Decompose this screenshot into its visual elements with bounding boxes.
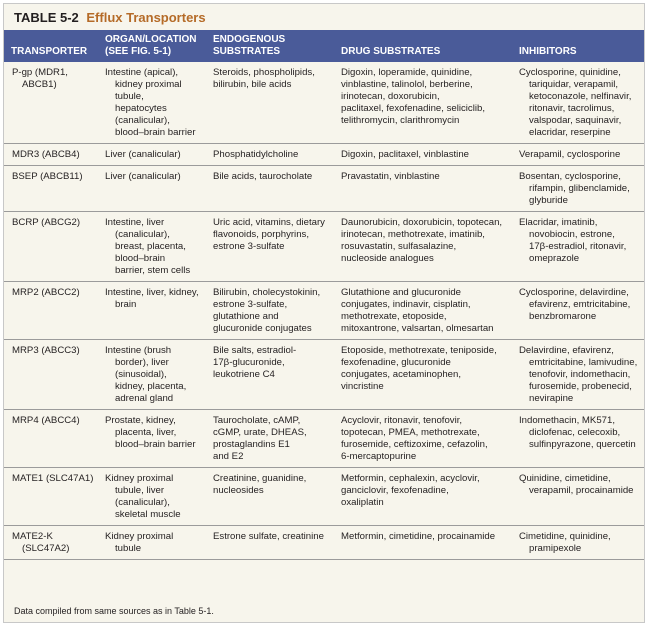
cell-line: Cyclosporine, delavirdine,: [519, 287, 629, 298]
drug-substrates-cell: [334, 166, 512, 212]
cell-line: diclofenac, celecoxib,: [529, 427, 621, 438]
cell-line: glyburide: [529, 195, 568, 206]
cell-line: Quinidine, cimetidine,: [519, 473, 611, 484]
cell-line: Indomethacin, MK571,: [519, 415, 615, 426]
cell-line: BCRP (ABCG2): [12, 217, 81, 228]
inhibitors-cell: [512, 526, 644, 560]
cell-line: Etoposide, methotrexate, teniposide,: [341, 345, 497, 356]
header-line: ENDOGENOUS: [213, 34, 286, 45]
organ-location-cell: [98, 526, 206, 560]
cell-line: kidney, placenta,: [115, 381, 187, 392]
inhibitors-header: [512, 30, 644, 62]
cell-line: and E2: [213, 451, 244, 462]
table-row: [4, 282, 644, 340]
cell-line: irinotecan, methotrexate, imatinib,: [341, 229, 485, 240]
header-line: DRUG SUBSTRATES: [341, 46, 441, 57]
cell-line: MATE2-K: [12, 531, 53, 542]
cell-line: tenofovir, indomethacin,: [529, 369, 631, 380]
header-row: [4, 30, 644, 62]
cell-line: Metformin, cephalexin, acyclovir,: [341, 473, 480, 484]
cell-line: irinotecan, doxorubicin,: [341, 91, 440, 102]
header-line: TRANSPORTER: [11, 46, 88, 57]
cell-line: Kidney proximal: [105, 473, 174, 484]
cell-line: (canalicular),: [115, 115, 170, 126]
drug-substrates-cell: [334, 340, 512, 410]
transporter-cell: [4, 166, 98, 212]
endogenous-substrates-cell: [206, 468, 334, 526]
endogenous-substrates-cell: [206, 282, 334, 340]
cell-line: Bile salts, estradiol-: [213, 345, 297, 356]
cell-line: MATE1 (SLC47A1): [12, 473, 94, 484]
endogenous-substrates-header: [206, 30, 334, 62]
cell-line: glutathione and: [213, 311, 279, 322]
cell-line: Bosentan, cyclosporine,: [519, 171, 621, 182]
drug-substrates-cell: [334, 62, 512, 144]
header-line: ORGAN/LOCATION: [105, 34, 197, 45]
cell-line: verapamil, procainamide: [529, 485, 634, 496]
cell-line: blood–brain: [115, 253, 166, 264]
cell-line: (SLC47A2): [22, 543, 70, 554]
cell-line: ritonavir, tacrolimus,: [529, 103, 615, 114]
transporter-cell: [4, 526, 98, 560]
cell-line: Intestine (brush: [105, 345, 172, 356]
cell-line: Cimetidine, quinidine,: [519, 531, 611, 542]
cell-line: glucuronide conjugates: [213, 323, 312, 334]
cell-line: estrone 3-sulfate,: [213, 299, 288, 310]
drug-substrates-cell: [334, 410, 512, 468]
cell-line: (sinusoidal),: [115, 369, 167, 380]
table-caption: Efflux Transporters: [86, 10, 206, 25]
cell-line: bilirubin, bile acids: [213, 79, 292, 90]
cell-line: MRP3 (ABCC3): [12, 345, 80, 356]
cell-line: rosuvastatin, sulfasalazine,: [341, 241, 457, 252]
cell-line: estrone 3-sulfate: [213, 241, 285, 252]
cell-line: benzbromarone: [529, 311, 597, 322]
cell-line: vinblastine, talinolol, berberine,: [341, 79, 473, 90]
table-row: [4, 212, 644, 282]
cell-line: prostaglandins E1: [213, 439, 290, 450]
cell-line: 17β-glucuronide,: [213, 357, 285, 368]
cell-line: tubule: [115, 543, 142, 554]
cell-line: barrier, stem cells: [115, 265, 191, 276]
header-line: (SEE FIG. 5-1): [105, 46, 172, 57]
cell-line: leukotriene C4: [213, 369, 275, 380]
cell-line: Intestine, liver, kidney,: [105, 287, 199, 298]
cell-line: Bile acids, taurocholate: [213, 171, 313, 182]
cell-line: conjugates, acetaminophen,: [341, 369, 462, 380]
endogenous-substrates-cell: [206, 166, 334, 212]
cell-line: P-gp (MDR1,: [12, 67, 68, 78]
table-body: [4, 62, 644, 560]
transporter-cell: [4, 340, 98, 410]
cell-line: Metformin, cimetidine, procainamide: [341, 531, 496, 542]
cell-line: hepatocytes: [115, 103, 167, 114]
cell-line: BSEP (ABCB11): [12, 171, 83, 182]
table-row: [4, 410, 644, 468]
table-row: [4, 340, 644, 410]
table-number: TABLE 5-2: [14, 10, 79, 25]
cell-line: (canalicular),: [115, 497, 170, 508]
endogenous-substrates-cell: [206, 62, 334, 144]
table-row: [4, 526, 644, 560]
endogenous-substrates-cell: [206, 340, 334, 410]
endogenous-substrates-cell: [206, 212, 334, 282]
cell-line: Uric acid, vitamins, dietary: [213, 217, 325, 228]
inhibitors-cell: [512, 468, 644, 526]
efflux-transporters-table: [4, 30, 644, 560]
endogenous-substrates-cell: [206, 526, 334, 560]
table-row: [4, 62, 644, 144]
cell-line: adrenal gland: [115, 393, 174, 404]
cell-line: Steroids, phospholipids,: [213, 67, 315, 78]
cell-line: paclitaxel, fexofenadine, seliciclib,: [341, 103, 485, 114]
cell-line: elacridar, reserpine: [529, 127, 611, 138]
cell-line: Digoxin, loperamide, quinidine,: [341, 67, 473, 78]
inhibitors-cell: [512, 410, 644, 468]
header-line: INHIBITORS: [519, 46, 577, 57]
table-header: [4, 30, 644, 62]
cell-line: tubule, liver: [115, 485, 165, 496]
cell-line: valspodar, saquinavir,: [529, 115, 622, 126]
cell-line: kidney proximal: [115, 79, 182, 90]
cell-line: rifampin, glibenclamide,: [529, 183, 630, 194]
cell-line: cGMP, urate, DHEAS,: [213, 427, 307, 438]
cell-line: Prostate, kidney,: [105, 415, 176, 426]
transporter-cell: [4, 62, 98, 144]
cell-line: Phosphatidylcholine: [213, 149, 299, 160]
cell-line: furosemide, probenecid,: [529, 381, 632, 392]
cell-line: omeprazole: [529, 253, 580, 264]
cell-line: nucleoside analogues: [341, 253, 434, 264]
transporter-header: [4, 30, 98, 62]
endogenous-substrates-cell: [206, 410, 334, 468]
table-row: [4, 468, 644, 526]
cell-line: 17β-estradiol, ritonavir,: [529, 241, 627, 252]
cell-line: ganciclovir, fexofenadine,: [341, 485, 449, 496]
cell-line: telithromycin, clarithromycin: [341, 115, 460, 126]
transporter-cell: [4, 468, 98, 526]
cell-line: mitoxantrone, valsartan, olmesartan: [341, 323, 494, 334]
table-row: [4, 144, 644, 166]
cell-line: ABCB1): [22, 79, 57, 90]
table-panel: [3, 3, 645, 623]
drug-substrates-cell: [334, 212, 512, 282]
cell-line: Taurocholate, cAMP,: [213, 415, 301, 426]
inhibitors-cell: [512, 144, 644, 166]
organ-location-cell: [98, 340, 206, 410]
cell-line: Acyclovir, ritonavir, tenofovir,: [341, 415, 463, 426]
cell-line: Digoxin, paclitaxel, vinblastine: [341, 149, 469, 160]
inhibitors-cell: [512, 166, 644, 212]
organ-location-cell: [98, 212, 206, 282]
cell-line: furosemide, ceftizoxime, cefazolin,: [341, 439, 488, 450]
drug-substrates-cell: [334, 282, 512, 340]
table-title: [14, 10, 206, 25]
cell-line: tubule,: [115, 91, 144, 102]
transporter-cell: [4, 282, 98, 340]
organ-location-cell: [98, 62, 206, 144]
cell-line: flavonoids, porphyrins,: [213, 229, 309, 240]
drug-substrates-header: [334, 30, 512, 62]
organ-location-cell: [98, 144, 206, 166]
cell-line: Daunorubicin, doxorubicin, topotecan,: [341, 217, 503, 228]
organ-location-cell: [98, 468, 206, 526]
cell-line: methotrexate, etoposide,: [341, 311, 447, 322]
cell-line: Kidney proximal: [105, 531, 174, 542]
cell-line: tariquidar, verapamil,: [529, 79, 619, 90]
organ-location-cell: [98, 166, 206, 212]
cell-line: Delavirdine, efavirenz,: [519, 345, 614, 356]
drug-substrates-cell: [334, 526, 512, 560]
cell-line: Pravastatin, vinblastine: [341, 171, 440, 182]
cell-line: Verapamil, cyclosporine: [519, 149, 621, 160]
cell-line: Liver (canalicular): [105, 171, 181, 182]
cell-line: Intestine (apical),: [105, 67, 179, 78]
cell-line: Bilirubin, cholecystokinin,: [213, 287, 321, 298]
cell-line: MRP2 (ABCC2): [12, 287, 80, 298]
cell-line: blood–brain barrier: [115, 127, 196, 138]
cell-line: brain: [115, 299, 137, 310]
cell-line: MDR3 (ABCB4): [12, 149, 80, 160]
inhibitors-cell: [512, 282, 644, 340]
cell-line: pramipexole: [529, 543, 582, 554]
cell-line: Intestine, liver: [105, 217, 165, 228]
footnote: Data compiled from same sources as in Table 5-1.: [14, 606, 214, 616]
drug-substrates-cell: [334, 468, 512, 526]
cell-line: Cyclosporine, quinidine,: [519, 67, 621, 78]
cell-line: Liver (canalicular): [105, 149, 181, 160]
cell-line: emtricitabine, lamivudine,: [529, 357, 638, 368]
cell-line: MRP4 (ABCC4): [12, 415, 80, 426]
cell-line: nucleosides: [213, 485, 264, 496]
cell-line: sulfinpyrazone, quercetin: [529, 439, 636, 450]
table-row: [4, 166, 644, 212]
cell-line: fexofenadine, glucuronide: [341, 357, 451, 368]
cell-line: Glutathione and glucuronide: [341, 287, 462, 298]
cell-line: breast, placenta,: [115, 241, 186, 252]
cell-line: placenta, liver,: [115, 427, 177, 438]
cell-line: Elacridar, imatinib,: [519, 217, 598, 228]
cell-line: nevirapine: [529, 393, 574, 404]
header-line: SUBSTRATES: [213, 46, 281, 57]
endogenous-substrates-cell: [206, 144, 334, 166]
transporter-cell: [4, 212, 98, 282]
cell-line: oxaliplatin: [341, 497, 384, 508]
cell-line: Estrone sulfate, creatinine: [213, 531, 324, 542]
inhibitors-cell: [512, 340, 644, 410]
organ-location-cell: [98, 282, 206, 340]
transporter-cell: [4, 144, 98, 166]
cell-line: vincristine: [341, 381, 384, 392]
inhibitors-cell: [512, 212, 644, 282]
inhibitors-cell: [512, 62, 644, 144]
organ-location-cell: [98, 410, 206, 468]
cell-line: 6-mercaptopurine: [341, 451, 417, 462]
cell-line: topotecan, PMEA, methotrexate,: [341, 427, 480, 438]
transporter-cell: [4, 410, 98, 468]
cell-line: border), liver: [115, 357, 169, 368]
cell-line: skeletal muscle: [115, 509, 181, 520]
cell-line: conjugates, indinavir, cisplatin,: [341, 299, 471, 310]
cell-line: ketoconazole, nelfinavir,: [529, 91, 632, 102]
drug-substrates-cell: [334, 144, 512, 166]
cell-line: efavirenz, emtricitabine,: [529, 299, 631, 310]
cell-line: novobiocin, estrone,: [529, 229, 615, 240]
cell-line: Creatinine, guanidine,: [213, 473, 307, 484]
cell-line: (canalicular),: [115, 229, 170, 240]
organ-location-header: [98, 30, 206, 62]
cell-line: blood–brain barrier: [115, 439, 196, 450]
